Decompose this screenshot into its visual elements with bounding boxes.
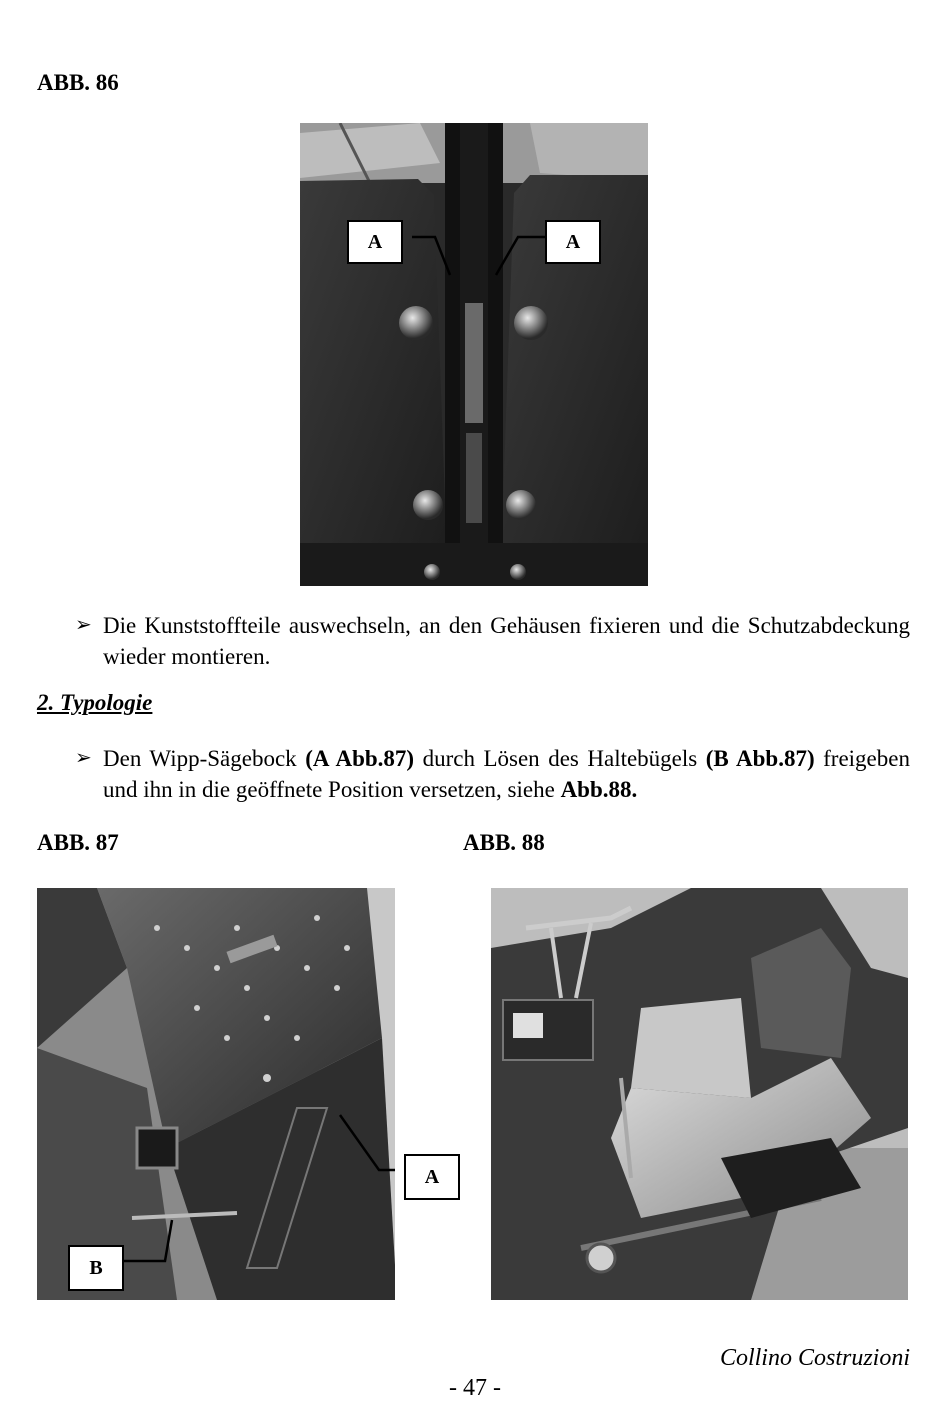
figure-87-label-b: B <box>68 1245 124 1291</box>
instruction-bullet-1 <box>75 610 910 672</box>
figure-88-photo <box>491 888 908 1300</box>
instruction-bullet-2 <box>75 743 910 805</box>
figure-88-title: ABB. 88 <box>463 830 545 855</box>
text-bold: Abb.88. <box>560 777 638 802</box>
section-heading: 2. Typologie <box>37 690 153 715</box>
figure-87-label-a: A <box>404 1154 460 1200</box>
text-bold: (A Abb.87) <box>305 746 415 771</box>
text-part: durch Lösen des Haltebügels <box>414 746 706 771</box>
bullet-arrow-icon: ➢ <box>75 614 92 636</box>
figure-87-photo <box>37 888 395 1300</box>
instruction-text-2 <box>103 743 910 805</box>
text-bold: (B Abb.87) <box>705 746 815 771</box>
bullet-arrow-icon: ➢ <box>75 747 92 769</box>
figure-87-title: ABB. 87 <box>37 830 119 855</box>
page-number: - 47 - <box>449 1375 501 1401</box>
figure-86-photo <box>300 123 648 586</box>
figure-86-title: ABB. 86 <box>37 70 119 95</box>
figure-86-label-right: A <box>545 220 601 264</box>
footer-company: Collino Costruzioni <box>719 1345 910 1371</box>
figure-86-label-left: A <box>347 220 403 264</box>
instruction-text-1: Die Kunststoffteile auswechseln, an den Gehäusen fixieren und die Schutzabdeckung wieder montieren. <box>103 613 910 669</box>
text-part: freigeben und ihn in die geöffnete Position versetzen, siehe <box>103 746 910 802</box>
text-part: Den Wipp-Sägebock <box>103 746 306 771</box>
